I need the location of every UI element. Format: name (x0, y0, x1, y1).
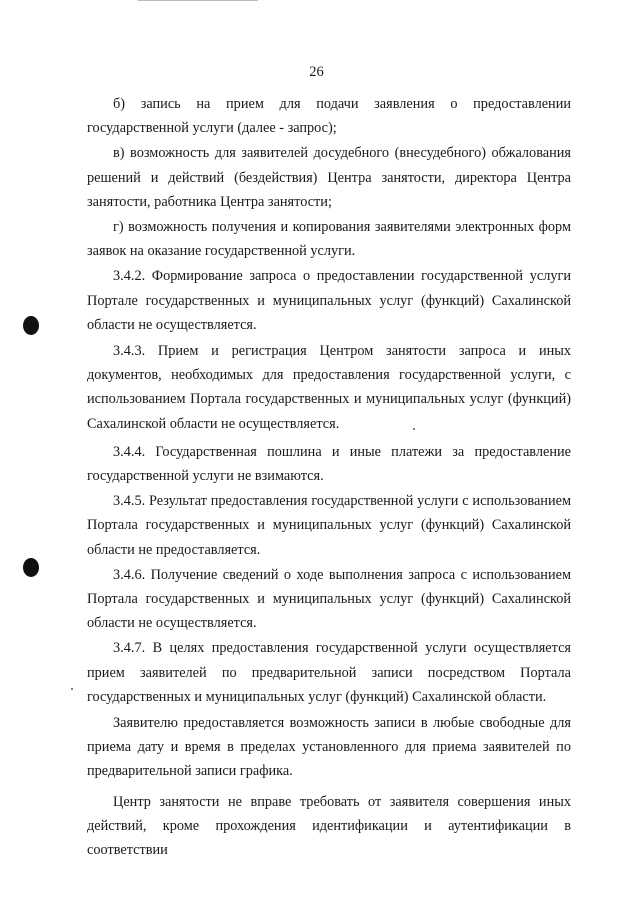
paragraph-item-v: в) возможность для заявителей досудебного (внесудебного) обжалования решений и действий (бездействия) Центра занятости, директора Центра занятости, работника Центра занятости; (87, 145, 571, 210)
paragraph-3-4-7: 3.4.7. В целях предоставления государственной услуги осуществляется прием заявителей по предварительной записи посредством Портала государственных и муниципальных услуг (функций) Сахалинской области. (87, 640, 571, 705)
paragraph-3-4-6: 3.4.6. Получение сведений о ходе выполнения запроса с использованием Портала государственных и муниципальных услуг (функций) Сахалинской области не осуществляется. (87, 566, 571, 632)
punch-hole-top (23, 316, 39, 335)
punch-hole-bottom (23, 558, 39, 577)
paragraph-3-4-2: 3.4.2. Формирование запроса о предоставлении государственной услуги Портале государственных и муниципальных услуг (функций) Сахалинской области не осуществляется. (87, 268, 571, 333)
paragraph-3-4-4: 3.4.4. Государственная пошлина и иные платежи за предоставление государственной услуги не взимаются. (87, 443, 571, 485)
scan-edge-line (138, 0, 258, 1)
document-body (87, 92, 571, 862)
paragraph-item-b: б) запись на прием для подачи заявления о предоставлении государственной услуги (далее - запрос); (87, 96, 571, 137)
paragraph-3-4-3: 3.4.3. Прием и регистрация Центром занятости запроса и иных документов, необходимых для предоставления государственной услуги, с использованием Портала государственных и муниципальных услуг (функций) Сахалинской области не осуществляется. (87, 343, 571, 432)
page-number: 26 (309, 64, 324, 80)
paragraph-employment-center: Центр занятости не вправе требовать от заявителя совершения иных действий, кроме прохождения идентификации и аутентификации в соответствии (87, 793, 571, 859)
paragraph-3-4-5: 3.4.5. Результат предоставления государственной услуги с использованием Портала государственных и муниципальных услуг (функций) Сахалинской области не предоставляется. (87, 493, 571, 558)
paragraph-appointment: Заявителю предоставляется возможность записи в любые свободные для приема дату и время в пределах установленного для приема заявителей по предварительной записи графика. (87, 715, 571, 780)
scan-speck (413, 428, 415, 430)
paragraph-item-g: г) возможность получения и копирования заявителями электронных форм заявок на оказание государственной услуги. (87, 219, 571, 260)
scan-speck (71, 688, 73, 690)
